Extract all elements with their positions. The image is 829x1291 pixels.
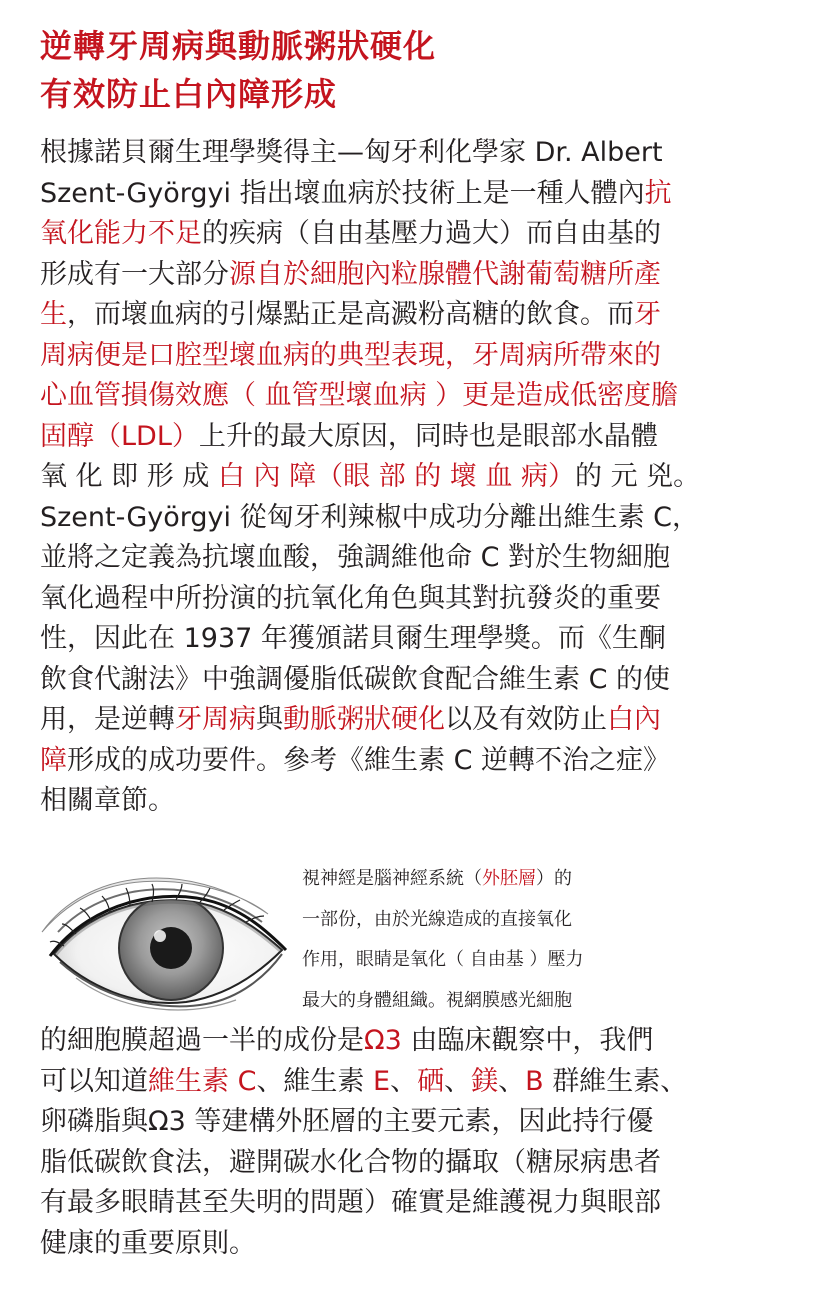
text-line xyxy=(40,981,790,1022)
body-text: 由臨床觀察中，我們 xyxy=(401,1025,654,1056)
body-text: 性，因此在 1937 年獲頒諾貝爾生理學獎。而《生酮 xyxy=(40,623,666,654)
text-line xyxy=(40,1062,790,1103)
text-line xyxy=(40,417,790,458)
highlighted-text: 生 xyxy=(40,299,67,330)
text-line xyxy=(40,619,790,660)
text-line xyxy=(40,579,790,620)
highlighted-text: 心血管損傷效應（ 血管型壞血病 ）更是造成低密度膽 xyxy=(40,380,679,411)
text-line xyxy=(40,940,790,981)
highlighted-text: 抗 xyxy=(644,177,672,209)
text-line xyxy=(40,498,790,539)
text-line xyxy=(40,214,790,255)
highlighted-text: 白 內 障（眼 部 的 壞 血 病） xyxy=(217,461,575,492)
text-line xyxy=(40,1021,790,1062)
text-line xyxy=(40,376,790,417)
text-line xyxy=(40,295,790,336)
highlighted-text: Ω3 xyxy=(364,1025,402,1056)
body-text: Szent-Györgyi 指出壞血病於技術上是一種人體內 xyxy=(40,177,645,209)
body-text: 健康的重要原則。 xyxy=(40,1227,256,1259)
text-line xyxy=(40,1143,790,1184)
text-line xyxy=(40,336,790,377)
text-line xyxy=(40,859,790,900)
paragraph-scurvy xyxy=(40,133,790,822)
body-text: ）的 xyxy=(536,868,572,889)
body-text: 的疾病（自由基壓力過大）而自由基的 xyxy=(202,218,661,249)
highlighted-text: 源自於細胞內粒腺體代謝葡萄糖所產 xyxy=(229,258,661,290)
body-text: 氧化過程中所扮演的抗氧化角色與其對抗發炎的重要 xyxy=(40,582,661,614)
body-text: 視神經是腦神經系統（ xyxy=(302,868,482,889)
body-text: 、 xyxy=(390,1065,418,1097)
text-line xyxy=(40,1224,790,1265)
body-text: 可以知道 xyxy=(40,1065,148,1097)
body-text: 一部份，由於光線造成的直接氧化 xyxy=(302,908,572,930)
body-text: 、維生素 xyxy=(256,1065,374,1097)
body-text: 形成的成功要件。參考《維生素 C 逆轉不治之症》 xyxy=(67,744,671,776)
text-line xyxy=(40,1102,790,1143)
highlighted-text: 外胚層 xyxy=(482,868,536,889)
body-text: ，而壞血病的引爆點正是高澱粉高糖的飲食。而 xyxy=(67,299,634,330)
body-text: 形成有一大部分 xyxy=(40,258,229,290)
text-line xyxy=(40,255,790,296)
highlighted-text: 硒 xyxy=(417,1065,445,1097)
text-line xyxy=(40,660,790,701)
body-text: 最大的身體組織。視網膜感光細胞 xyxy=(302,989,572,1011)
paragraph-optic-nerve xyxy=(40,859,790,1264)
highlighted-text: 氧化能力不足 xyxy=(40,218,202,249)
highlighted-text: 白內 xyxy=(607,704,661,735)
highlighted-text: 動脈粥狀硬化 xyxy=(283,704,445,735)
highlighted-text: 鎂 xyxy=(471,1065,499,1097)
highlighted-text: B xyxy=(525,1065,544,1097)
highlighted-text: E xyxy=(373,1065,391,1097)
body-text: 並將之定義為抗壞血酸，強調維他命 C 對於生物細胞 xyxy=(40,542,671,573)
highlighted-text: 維生素 C xyxy=(148,1065,257,1097)
title-line-2: 有效防止白內障形成 xyxy=(40,75,338,113)
text-line xyxy=(40,900,790,941)
body-text: 卵磷脂與Ω3 等建構外胚層的主要元素，因此持行優 xyxy=(40,1106,654,1137)
body-text: 有最多眼睛甚至失明的問題）確實是維護視力與眼部 xyxy=(40,1187,661,1218)
body-text: 、 xyxy=(444,1065,472,1097)
text-line xyxy=(40,781,790,822)
body-text: 上升的最大原因，同時也是眼部水晶體 xyxy=(198,420,658,452)
text-line xyxy=(40,133,790,174)
body-text: 相關章節。 xyxy=(40,785,175,816)
highlighted-text: 牙周病 xyxy=(175,704,256,735)
title-line-1: 逆轉牙周病與動脈粥狀硬化 xyxy=(40,27,437,65)
text-line xyxy=(40,1183,790,1224)
body-text: Szent-Györgyi 從匈牙利辣椒中成功分離出維生素 C， xyxy=(40,501,700,533)
text-line xyxy=(40,174,790,215)
highlighted-text: 周病便是口腔型壞血病的典型表現，牙周病所帶來的 xyxy=(40,339,661,371)
body-text: 的 元 兇。 xyxy=(575,461,701,492)
highlighted-text: 牙 xyxy=(634,299,661,330)
body-text: 與 xyxy=(256,704,283,735)
text-line xyxy=(40,700,790,741)
body-text: 根據諾貝爾生理學獎得主—匈牙利化學家 Dr. Albert xyxy=(40,137,663,168)
body-text: 飲食代謝法》中強調優脂低碳飲食配合維生素 C 的使 xyxy=(40,663,671,695)
body-text: 、 xyxy=(498,1065,526,1097)
body-text: 作用，眼睛是氧化（ 自由基 ）壓力 xyxy=(302,949,584,970)
highlighted-text: 固醇（LDL） xyxy=(40,420,199,452)
highlighted-text: 障 xyxy=(40,744,67,776)
body-text: 群維生素、 xyxy=(543,1065,688,1097)
body-text: 氧 化 即 形 成 xyxy=(40,461,218,492)
text-line xyxy=(40,457,790,498)
page-title xyxy=(40,22,436,118)
text-line xyxy=(40,741,790,782)
body-text: 用，是逆轉 xyxy=(40,704,175,735)
body-text: 以及有效防止 xyxy=(445,704,607,735)
body-text: 脂低碳飲食法，避開碳水化合物的攝取（糖尿病患者 xyxy=(40,1146,661,1178)
text-line xyxy=(40,538,790,579)
body-text: 的細胞膜超過一半的成份是 xyxy=(40,1025,364,1056)
